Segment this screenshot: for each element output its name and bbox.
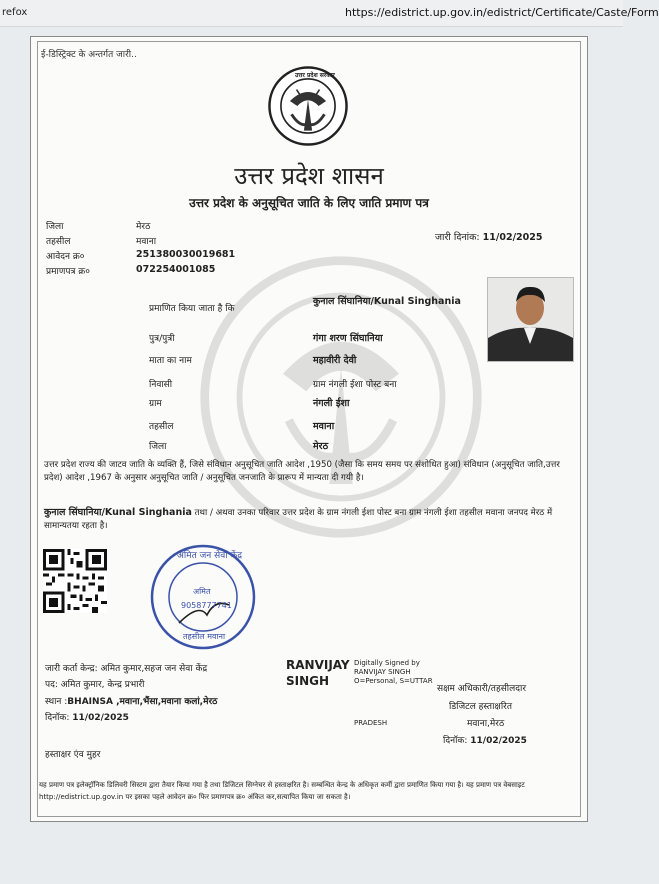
- issue-date-label: जारी दिनांक:: [435, 232, 480, 243]
- browser-name: refox: [2, 7, 28, 18]
- residence-statement-paragraph: [44, 507, 574, 532]
- digital-signature-state: PRADESH: [354, 719, 388, 727]
- issuer-date-label: दिनॉक:: [45, 713, 70, 723]
- seal-ring-text: अमित जन सेवा केंद्र: [177, 551, 243, 561]
- detail-label-mother-name: माता का नाम: [149, 356, 192, 366]
- issuer-place-label: स्थान :: [45, 697, 68, 707]
- seal-phone: 9058777741: [181, 601, 232, 610]
- detail-label-resident: निवासी: [149, 380, 173, 390]
- seal-name: अमित: [193, 587, 211, 596]
- detail-label-village: ग्राम: [149, 399, 162, 409]
- authority-date-value: 11/02/2025: [470, 736, 527, 746]
- meta-value-district: मेरठ: [136, 222, 151, 232]
- meta-label-certificate-no: प्रमाणपत्र क्र०: [46, 267, 90, 277]
- meta-label-district: जिला: [46, 222, 64, 232]
- qr-code-icon[interactable]: [43, 549, 107, 613]
- authority-place: मवाना,मेरठ: [467, 719, 505, 729]
- digital-signature-text: Digitally Signed by RANVIJAY SINGH O=Personal, S=UTTAR: [354, 659, 433, 685]
- caste-statement-paragraph: उत्तर प्रदेश राज्य की जाटव जाति के व्यक्ति हैं, जिसे संविधान अनुसूचित जाति आदेश ,1950 (जैसा कि समय समय पर संशोधित हुआ) संविधान (अनुसूचित जाति,उत्तर प्रदेश) आदेश ,1967 के अनुसार अनुसूचित जाति / अनुसूचित जनजाति के प्रारूप में मान्यता दी गयी है।: [44, 460, 560, 483]
- detail-value-applicant-name: कुनाल सिंघानिया/Kunal Singhania: [313, 296, 461, 307]
- authority-date-label: दिनॉक:: [443, 736, 468, 746]
- detail-label-certified: प्रमाणित किया जाता है कि: [149, 304, 235, 314]
- person-photo-icon: [488, 278, 573, 361]
- issuer-kendra: जारी कर्ता केन्द्र: अमित कुमार,सहज जन सेवा केंद्र: [45, 664, 208, 674]
- certificate-title: उत्तर प्रदेश शासन: [234, 162, 384, 190]
- issuer-place: [45, 694, 217, 707]
- authority-date: [443, 733, 527, 746]
- issuer-date: [45, 710, 129, 723]
- detail-value-district: मेरठ: [313, 441, 329, 452]
- meta-value-tehsil: मवाना: [136, 237, 157, 247]
- detail-label-district: जिला: [149, 442, 167, 452]
- detail-label-tehsil: तहसील: [149, 422, 174, 432]
- detail-value-mother-name: महावीरी देवी: [313, 355, 357, 366]
- authority-title: सक्षम अधिकारी/तहसीलदार: [437, 684, 527, 694]
- certificate-page: [30, 36, 588, 822]
- signer-name: RANVIJAY SINGH: [286, 658, 350, 688]
- certificate-footer-note: यह प्रमाण पत्र इलेक्ट्रॉनिक डिलिवरी सिस्टम द्वारा तैयार किया गया है तथा डिजिटल सिग्नेचर से हस्ताक्षरित है। सम्बन्धित केन्द्र के अधिकृत कर्मी द्वारा प्रमाणित किया गया है। यह प्रमाण पत्र वेबसाइट http://edistrict.up.gov.in पर इसका पहले आवेदन क्र० फिर प्रमाणपत्र क्र० अंकित कर,सत्यापित किया जा सकता है।: [39, 781, 525, 801]
- detail-value-village: नंगली ईशा: [313, 398, 350, 409]
- browser-strip: [0, 0, 659, 27]
- address-bar-url[interactable]: https://edistrict.up.gov.in/edistrict/Certificate/Caste/Form: [345, 6, 659, 19]
- detail-value-father-name: गंगा शरण सिंघानिया: [313, 333, 383, 344]
- issuer-date-value: 11/02/2025: [72, 713, 129, 723]
- detail-label-son-daughter: पुत्र/पुत्री: [149, 334, 175, 344]
- sign-seal-label: हस्ताक्षर एंव मुहर: [45, 750, 101, 760]
- detail-value-tehsil: मवाना: [313, 421, 335, 432]
- header-note: ई-डिस्ट्रिक्ट के अन्तर्गत जारी..: [41, 50, 137, 60]
- issue-date: [435, 230, 542, 243]
- applicant-photo: [487, 277, 574, 362]
- issue-date-value: 11/02/2025: [482, 232, 543, 243]
- authority-signed: डिजिटल हस्ताक्षरित: [449, 702, 512, 712]
- residence-applicant-name: कुनाल सिंघानिया/Kunal Singhania: [44, 507, 192, 518]
- emblem-ring-text: उत्तर प्रदेश सरकार: [295, 72, 335, 79]
- meta-label-tehsil: तहसील: [46, 237, 71, 247]
- meta-label-application-no: आवेदन क्र०: [46, 252, 85, 262]
- residence-statement-text: तथा / अथवा उनका परिवार उत्तर प्रदेश के ग्राम नंगली ईशा पोस्ट बना ग्राम नंगली ईशा तहसील मवाना जनपद मेरठ में सामान्यतया रहता है।: [44, 508, 553, 531]
- detail-value-resident: ग्राम नंगली ईशा पोस्ट बना: [313, 380, 397, 390]
- certificate-subtitle: उत्तर प्रदेश के अनुसूचित जाति के लिए जाति प्रमाण पत्र: [189, 196, 429, 210]
- issuer-post: पद: अमित कुमार, केन्द्र प्रभारी: [45, 680, 145, 690]
- seal-bottom-text: तहसील मवाना: [183, 632, 226, 641]
- meta-value-certificate-no: 072254001085: [136, 264, 216, 275]
- issuer-place-value: BHAINSA ,मवाना,भैंसा,मवाना कलां,मेरठ: [67, 697, 218, 707]
- meta-value-application-no: 251380030019681: [136, 249, 236, 260]
